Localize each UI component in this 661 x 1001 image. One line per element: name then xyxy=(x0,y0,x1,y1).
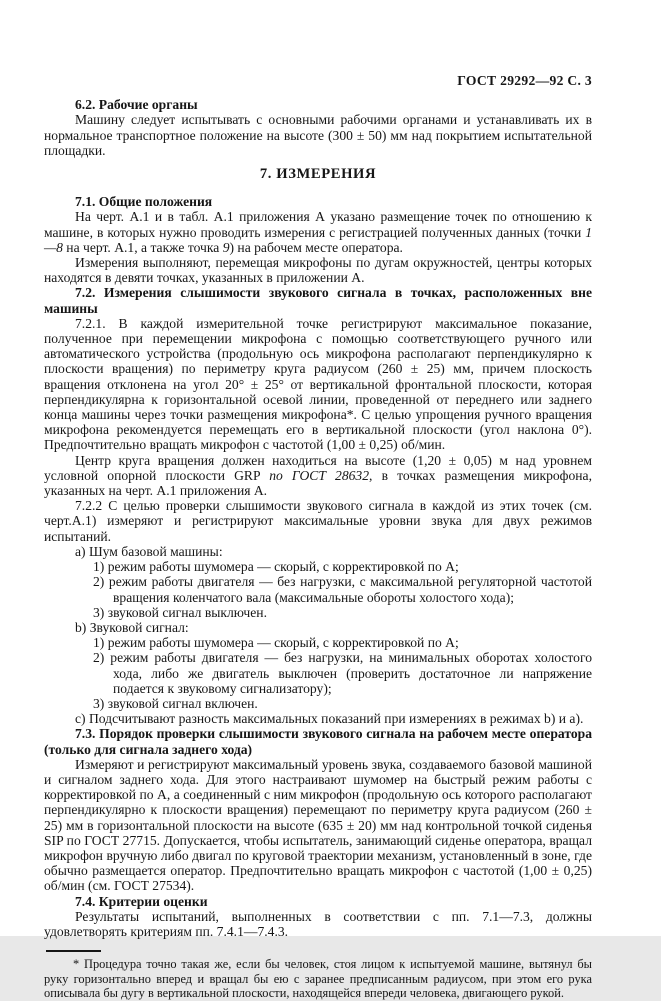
page-header: ГОСТ 29292—92 С. 3 xyxy=(457,73,592,88)
section-7-3-heading: 7.3. Порядок проверки слышимости звукового сигнала на рабочем месте оператора (только для сигнала заднего хода) xyxy=(44,726,592,757)
paragraph-text: , в точках размещения микрофона, указанных на черт. А.1 приложения А. xyxy=(44,467,592,499)
paragraph-7-2-2: 7.2.2 С целью проверки слышимости звукового сигнала в каждой из этих точек (см. черт.А.1) измеряют и регистрируют максимальные уровни звука для двух режимов испытаний. xyxy=(44,498,592,544)
paragraph-text: ) на рабочем месте оператора. xyxy=(229,239,403,255)
list-b-item-3: 3) звуковой сигнал включен. xyxy=(93,695,258,711)
footnote-text: * Процедура точно такая же, если бы человек, стоя лицом к испытуемой машине, вытянул бы руку горизонтально вперед и вращал бы ею с заранее предписанным радиусом, при этом его рука описывала бы дугу в вертикальной плоскости, находящейся впереди человека, двигающего рукой. xyxy=(44,957,592,1001)
list-a-label: а) Шум базовой машины: xyxy=(75,543,223,559)
list-b-item-1: 1) режим работы шумомера — скорый, с корректировкой по А; xyxy=(93,635,459,651)
paragraph-text: Центр круга вращения должен находиться на высоте (1,20 ± 0,05) м над уровнем условной опорной плоскости GRP xyxy=(44,452,592,483)
section-7-1-heading: 7.1. Общие положения xyxy=(75,194,213,210)
paragraph-6-2: Машину следует испытывать с основными рабочими органами и устанавливать их в нормальное транспортное положение на высоте (300 ± 50) мм над покрытием испытательной площадки. xyxy=(44,112,592,158)
paragraph-7-4: Результаты испытаний, выполненных в соответствии с пп. 7.1—7.3, должны удовлетворять критериям пп. 7.4.1—7.4.3. xyxy=(44,908,592,939)
list-c-line: c) Подсчитывают разность максимальных показаний при измерениях в режимах b) и а). xyxy=(75,711,584,727)
section-7-heading: 7. ИЗМЕРЕНИЯ xyxy=(259,166,377,183)
footnote-divider xyxy=(46,950,101,952)
gost-28632-reference-italic: по ГОСТ 28632 xyxy=(269,467,370,483)
points-range-italic: 1—8 xyxy=(44,224,592,255)
list-a-item-1: 1) режим работы шумомера — скорый, с корректировкой по А; xyxy=(93,559,459,575)
paragraph-7-1-microphones: Измерения выполняют, перемещая микрофоны по дугам окружностей, центры которых находятся в девяти точках, указанных в приложении А. xyxy=(44,255,592,286)
paragraph-7-1-points xyxy=(44,209,592,255)
section-6-2-heading: 6.2. Рабочие органы xyxy=(75,97,198,113)
list-a-item-3: 3) звуковой сигнал выключен. xyxy=(93,604,267,620)
paragraph-text: на черт. А.1, а также точка xyxy=(62,239,223,255)
list-b-item-2: 2) режим работы двигателя — без нагрузки, на минимальных оборотах холостого хода, либо же двигатель выключен (проверить достаточное ли напряжение подается к звуковому сигнализатору); xyxy=(93,650,592,696)
point-nine-italic: 9 xyxy=(222,239,230,255)
paragraph-7-2-1: 7.2.1. В каждой измерительной точке регистрируют максимальное показание, полученное при перемещении микрофона с помощью соответствующего ручного или автоматического устройства (продольную ось микрофона располагают перпендикулярно к плоскости вращения) по периметру круга радиусом (260 ± 25) мм, причем плоскость вращения отклонена на угол 20° ± 25° от вертикальной фронтальной плоскости, которая перпендикулярна к горизонтальной осевой линии, проведенной от переднего или заднего конца машины через точки размещения микрофона*. С целью упрощения ручного вращения микрофона рекомендуется перемещать его в вертикальной плоскости (угол наклона 0°). Предпочтительно вращать микрофон с частотой (1,00 ± 0,25) об/мин. xyxy=(44,315,592,453)
list-a-item-2: 2) режим работы двигателя — без нагрузки, с максимальной регуляторной частотой вращения коленчатого вала (максимальные обороты холостого хода); xyxy=(93,574,592,605)
section-7-2-heading: 7.2. Измерения слышимости звукового сигнала в точках, расположенных вне машины xyxy=(44,285,592,316)
paragraph-7-3: Измеряют и регистрируют максимальный уровень звука, создаваемого базовой машиной и сигналом заднего хода. Для этого настраивают шумомер на быстрый режим работы с корректировкой по А, а соединенный с ним микрофон (продольную ось которого располагают перпендикулярно к плоскости вращения) перемещают по периметру круга радиусом (260 ± 25) мм в горизонтальной плоскости на высоте (635 ± 20) мм над контрольной точкой сиденья SIP по ГОСТ 27715. Допускается, чтобы испытатель, занимающий сиденье оператора, вращал микрофон вручную либо двигал по круговой траектории механизм, установленный в зоне, где обычно размещается оператор. Предпочтительно вращать микрофон с частотой (1,00 ± 0,25) об/мин (см. ГОСТ 27534). xyxy=(44,756,592,894)
paragraph-7-2-centre xyxy=(44,453,592,499)
list-b-label: b) Звуковой сигнал: xyxy=(75,619,189,635)
section-7-4-heading: 7.4. Критерии оценки xyxy=(75,893,208,909)
paragraph-text: На черт. А.1 и в табл. А.1 приложения А указано размещение точек по отношению к машине, в которых нужно проводить измерения с регистрацией полученных данных (точки xyxy=(44,209,592,240)
